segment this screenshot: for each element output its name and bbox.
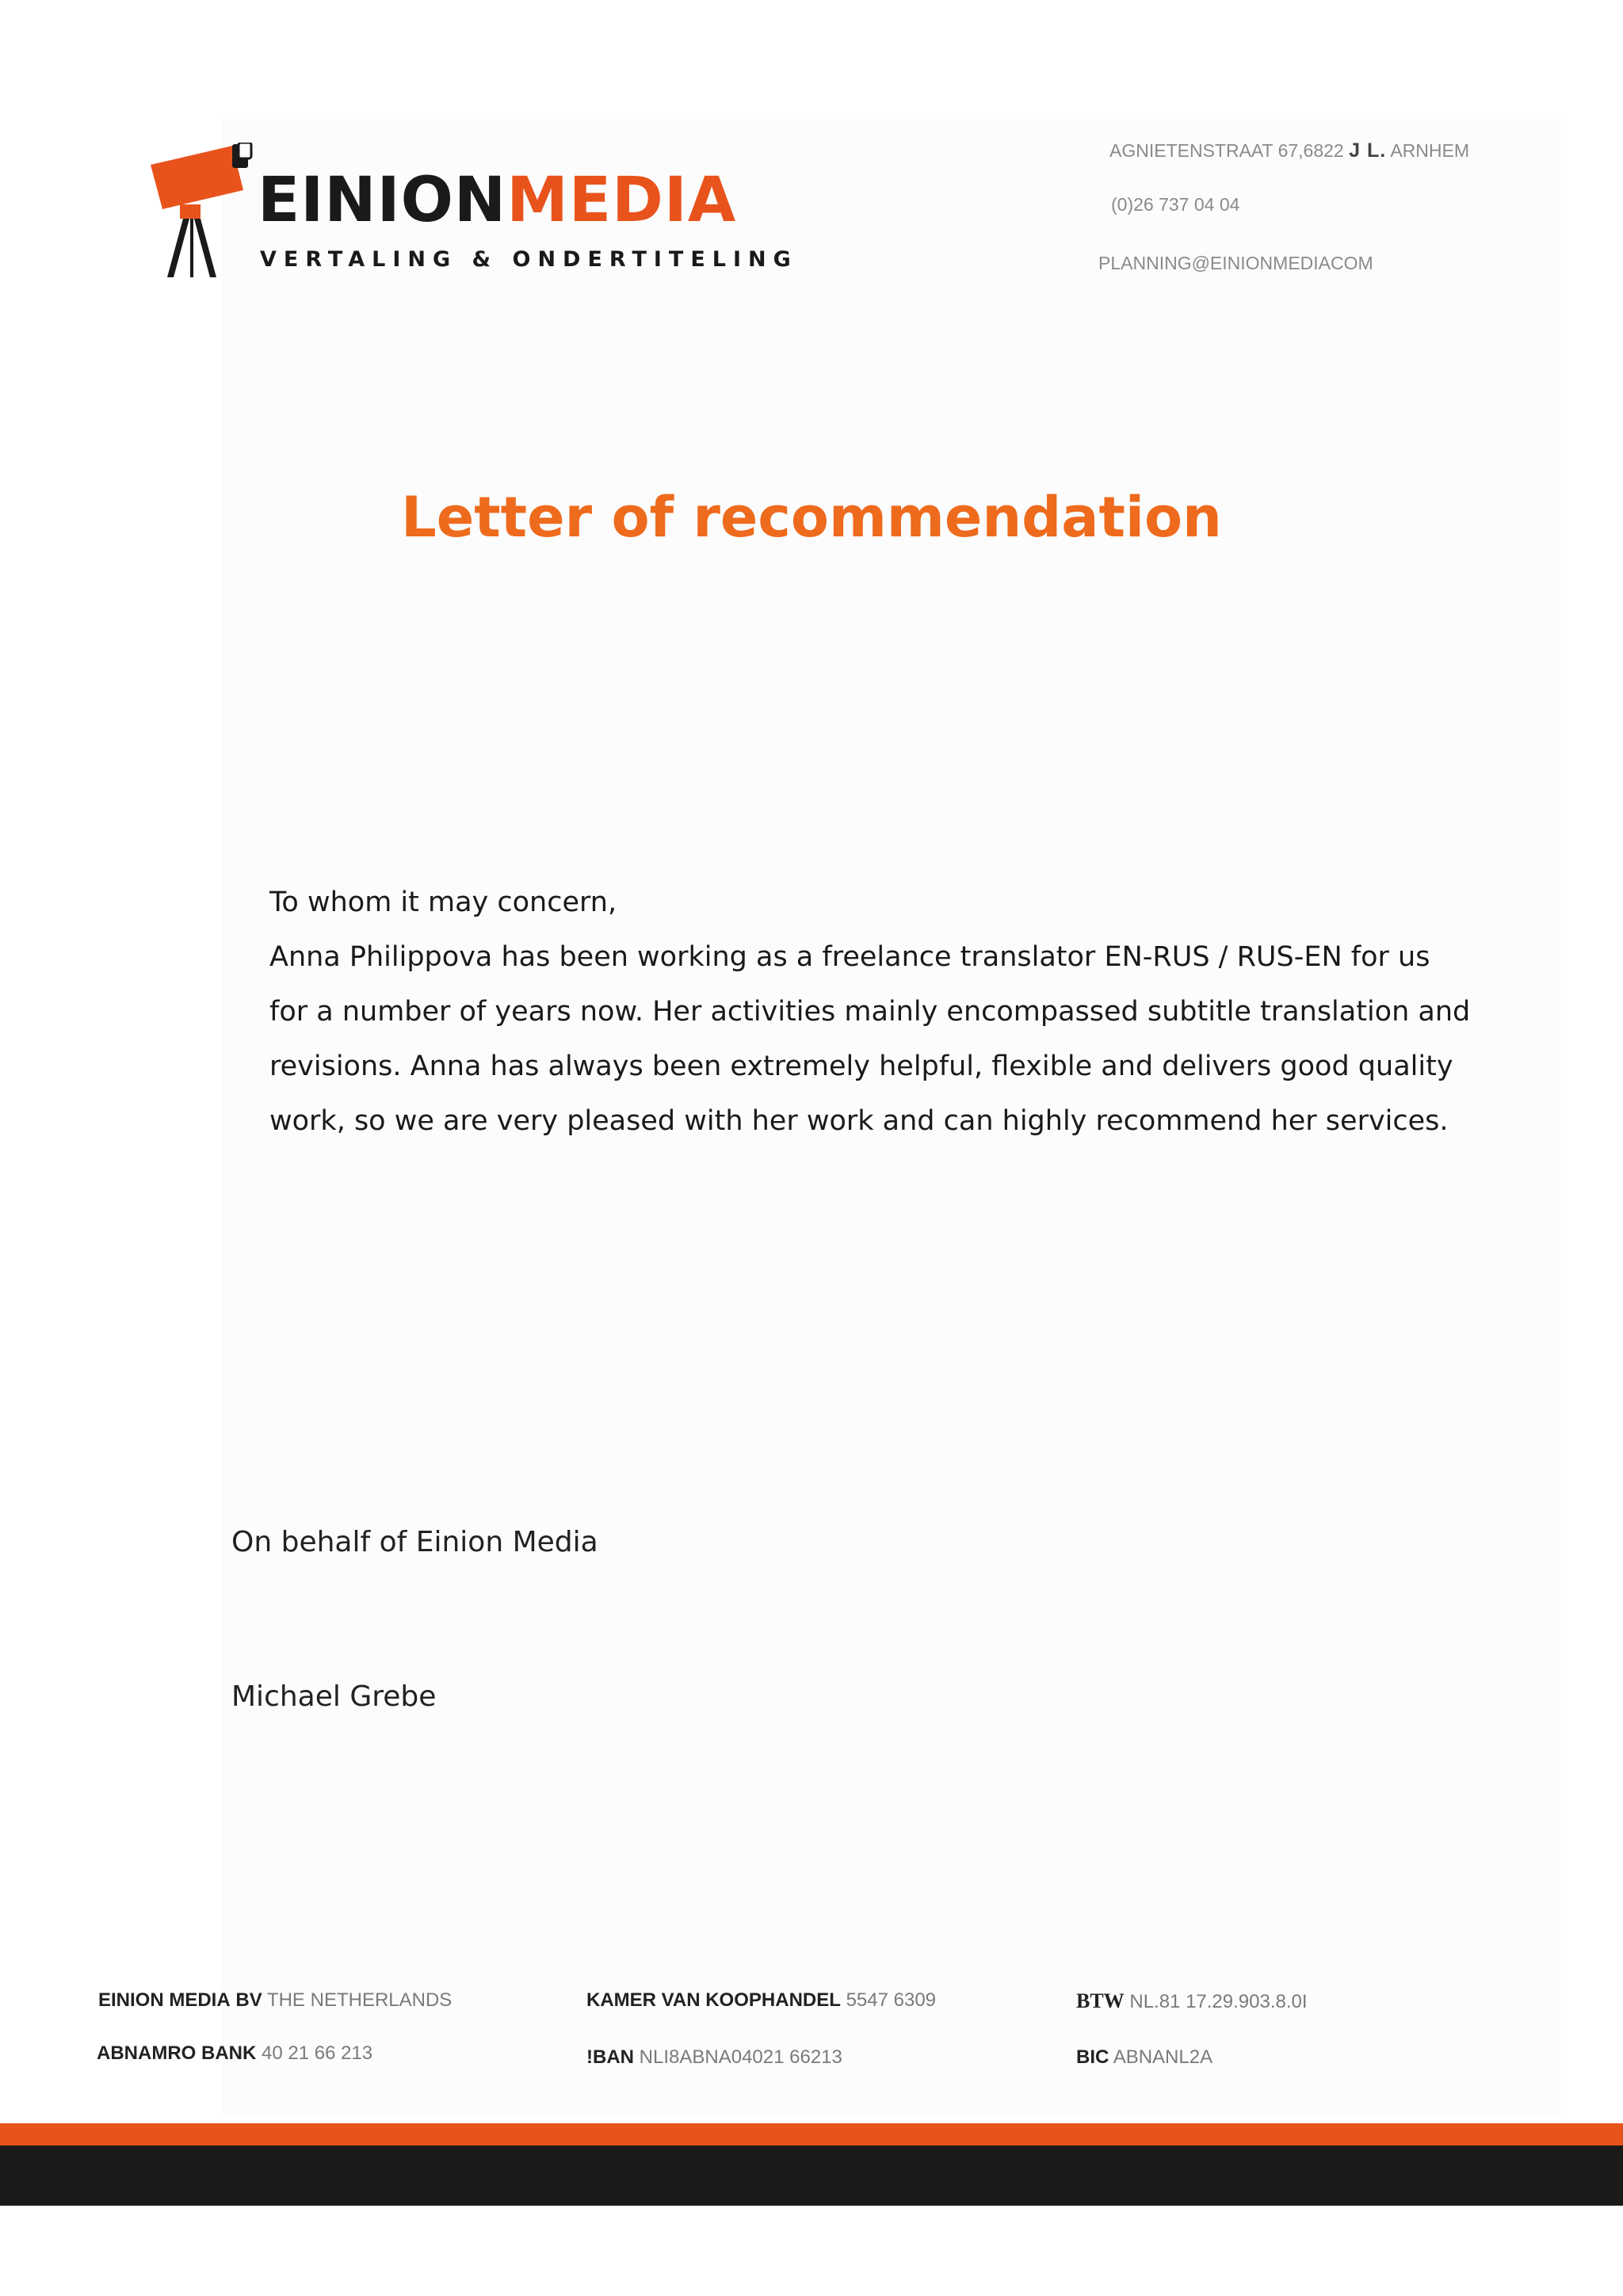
footer-bank-key: ABNAMRO BAN bbox=[97, 2042, 242, 2064]
footer-kvk-key: KAMER VAN KOOPHANDEL bbox=[586, 1989, 841, 2011]
letter-body-line: for a number of years now. Her activities mainly encompassed subtitle translation and bbox=[269, 996, 1471, 1028]
footer-bic-key: BIC bbox=[1076, 2046, 1109, 2068]
letter-body-line: Anna Philippova has been working as a freelance translator EN-RUS / RUS-EN for us bbox=[269, 941, 1430, 973]
footer-kvk-value: 5547 6309 bbox=[846, 1989, 937, 2011]
footer-iban-key: !BAN bbox=[586, 2046, 634, 2068]
company-logo bbox=[147, 143, 798, 277]
logo-word-media: MEDIA bbox=[506, 165, 737, 236]
footer-dark-band bbox=[0, 2145, 1623, 2206]
logo-wordmark bbox=[258, 165, 737, 236]
footer-bic-value: ABNANL2A bbox=[1113, 2046, 1213, 2068]
footer-kvk bbox=[586, 1991, 936, 2010]
address-initials: J L. bbox=[1349, 139, 1387, 162]
contact-address bbox=[1109, 141, 1469, 161]
footer-bank-key-end: K bbox=[242, 2042, 257, 2064]
footer-btw-value: NL.81 17.29.903.8.0I bbox=[1129, 1991, 1308, 2012]
footer-btw-key: BTW bbox=[1076, 1989, 1125, 2012]
contact-phone: (0)26 737 04 04 bbox=[1111, 194, 1240, 215]
footer-bank bbox=[97, 2044, 372, 2063]
camera-tripod-icon bbox=[147, 143, 265, 277]
contact-email: PLANNING@EINIONMEDIACOM bbox=[1098, 253, 1373, 273]
logo-word-einion: EINION bbox=[258, 165, 507, 236]
footer-btw bbox=[1076, 1991, 1308, 2012]
footer-bic bbox=[1076, 2048, 1212, 2067]
footer-iban bbox=[586, 2048, 842, 2067]
letter-signatory: Michael Grebe bbox=[231, 1680, 437, 1713]
footer-company-value: THE NETHERLANDS bbox=[266, 1989, 453, 2011]
footer-iban-value: NLI8ABNA04021 66213 bbox=[639, 2046, 842, 2068]
footer-bank-value: 40 21 66 213 bbox=[262, 2042, 373, 2064]
footer-company bbox=[98, 1991, 452, 2010]
address-street: AGNIETENSTRAAT 67,6822 bbox=[1109, 140, 1344, 161]
footer-company-key: EINION MEDIA bbox=[98, 1989, 231, 2011]
letter-closing: On behalf of Einion Media bbox=[231, 1526, 598, 1558]
letter-body-line: revisions. Anna has always been extremely helpful, flexible and delivers good quality bbox=[269, 1051, 1453, 1082]
letter-salutation: To whom it may concern, bbox=[269, 887, 617, 918]
letter-title: Letter of recommendation bbox=[401, 485, 1222, 550]
address-city: ARNHEM bbox=[1390, 140, 1469, 161]
footer-company-bv: BV bbox=[235, 1989, 262, 2011]
footer-accent-band bbox=[0, 2123, 1623, 2145]
letter-body-line: work, so we are very pleased with her work and can highly recommend her services. bbox=[269, 1105, 1449, 1137]
logo-tagline: VERTALING & ONDERTITELING bbox=[260, 247, 798, 272]
